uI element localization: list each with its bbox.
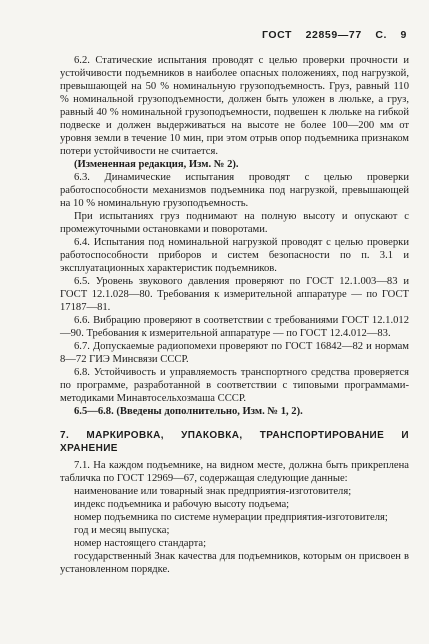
section-title: 7. МАРКИРОВКА, УПАКОВКА, ТРАНСПОРТИРОВАНИЕ И ХРАНЕНИЕ — [60, 430, 409, 454]
list-item: государственный Знак качества для подъемников, которым он присвоен в установленном порядке. — [60, 551, 409, 575]
header-standard: ГОСТ — [261, 29, 293, 41]
paragraph-6-4: 6.4. Испытания под номинальной нагрузкой проводят с целью проверки работоспособности приборов и систем безопасности по п. 3.1 и эксплуатационных характеристик подъемников. — [60, 237, 409, 274]
page-header — [252, 29, 407, 41]
list-item: номер настоящего стандарта; — [74, 538, 207, 549]
header-page-label: С. — [375, 29, 388, 41]
list-item: индекс подъемника и рабочую высоту подъема; — [74, 499, 290, 510]
document-body — [60, 54, 409, 576]
amendment-note: (Измененная редакция, Изм. № 2). — [74, 159, 239, 170]
list-item: наименование или товарный знак предприятия-изготовителя; — [74, 486, 352, 497]
paragraph-6-3: 6.3. Динамические испытания проводят с целью проверки работоспособности механизмов подъемника под нагрузкой, превышающей на 10 % номинальную грузоподъемность. — [60, 172, 409, 209]
header-number: 22859—77 — [305, 29, 362, 41]
paragraph-6-2: 6.2. Статические испытания проводят с целью проверки прочности и устойчивости подъемников в наиболее опасных положениях, под нагрузкой, превышающей на 50 % номинальную грузоподъемность. Груз, равный 110 % номинальной грузоподъемности, должен быть уложен в люльке, а груз, равный 40 % номинальной грузоподъемности, подвешен к люльке на гибкой подвеске и должен выдерживаться на высоте не более 100—200 мм от уровня земли в течение 10 мин, при этом отрыв опор подъемника признаком потери устойчивости не считается. — [60, 55, 409, 157]
paragraph-6-7: 6.7. Допускаемые радиопомехи проверяют по ГОСТ 16842—82 и нормам 8—72 ГИЭ Минсвязи СССР. — [60, 341, 409, 365]
list-item: год и месяц выпуска; — [74, 525, 170, 536]
amendment-note-6-5-6-8: 6.5—6.8. (Введены дополнительно, Изм. № 1, 2). — [74, 406, 303, 417]
paragraph-loading: При испытаниях груз поднимают на полную высоту и опускают с промежуточными остановками и поворотами. — [60, 211, 409, 235]
paragraph-7-1: 7.1. На каждом подъемнике, на видном месте, должна быть прикреплена табличка по ГОСТ 12969—67, содержащая следующие данные: — [60, 460, 409, 484]
paragraph-6-6: 6.6. Вибрацию проверяют в соответствии с требованиями ГОСТ 12.1.012—90. Требования к измерительной аппаратуре — по ГОСТ 12.4.012—83. — [60, 315, 409, 339]
paragraph-6-5: 6.5. Уровень звукового давления проверяют по ГОСТ 12.1.003—83 и ГОСТ 12.1.028—80. Требования к измерительной аппаратуре — по ГОСТ 17187—81. — [60, 276, 409, 313]
paragraph-6-8: 6.8. Устойчивость и управляемость транспортного средства проверяется по программе, разработанной в соответствии с типовыми программами-методиками Минавтосельхозмаша СССР. — [60, 367, 409, 404]
list-item: номер подъемника по системе нумерации предприятия-изготовителя; — [74, 512, 388, 523]
header-page-number: 9 — [400, 29, 407, 41]
